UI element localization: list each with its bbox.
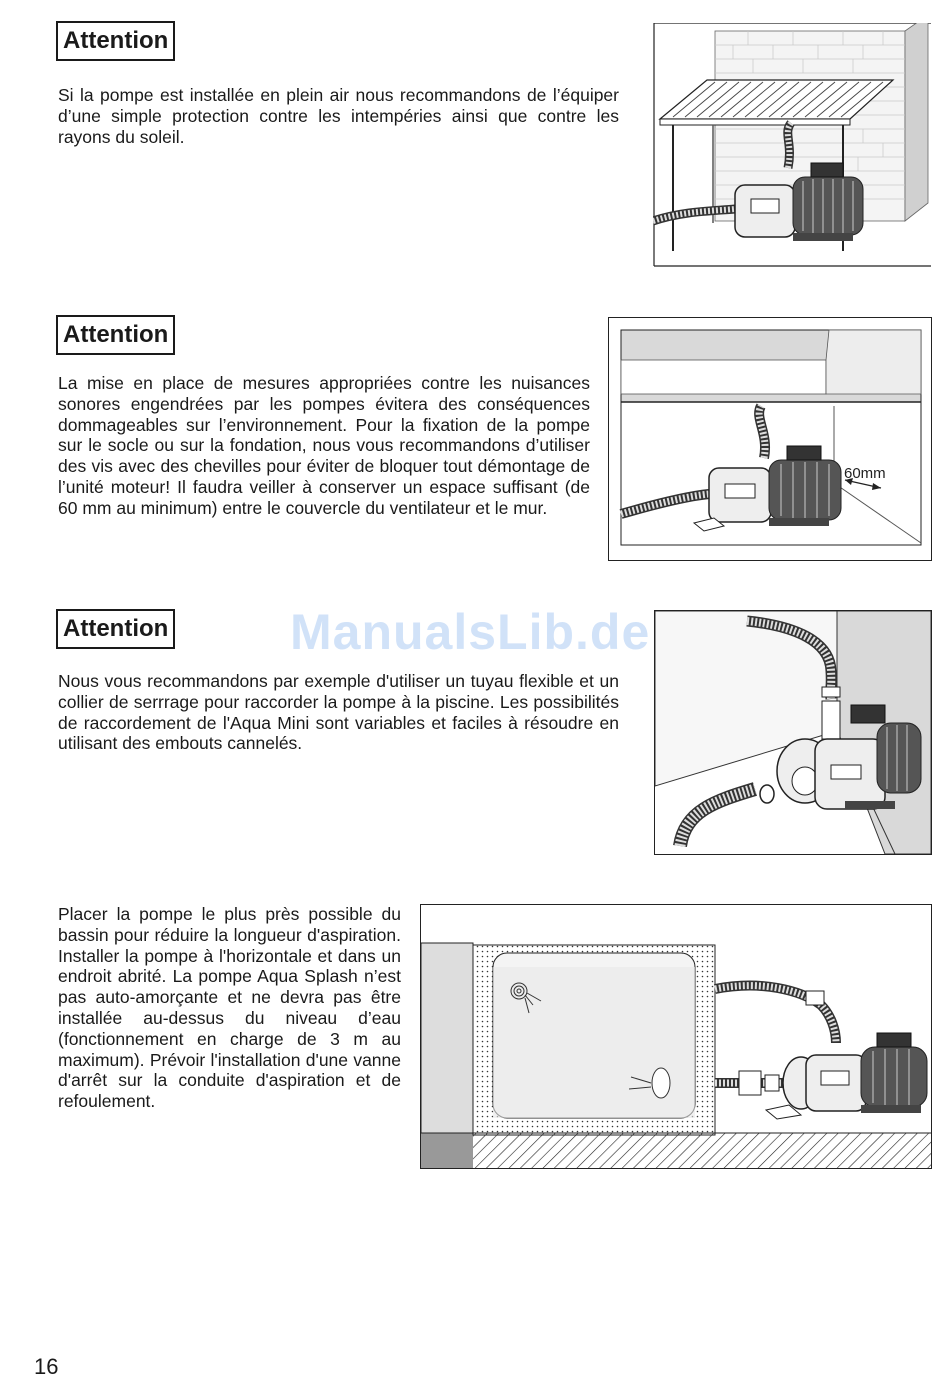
pump-icon: [783, 1033, 927, 1113]
attention-heading-2: Attention: [56, 315, 175, 355]
pump-wall-clearance-figure: [608, 317, 932, 561]
clearance-label: 60mm: [844, 465, 886, 482]
pump-hose-connection-figure: [654, 610, 932, 855]
section-4-text: Placer la pompe le plus près possible du bassin pour réduire la longueur d'aspiration. Installer la pompe à l'horizontale et dans un endroit abrité. La pompe Aqua Splash n’est pas auto-amorçante et ne devra pas être installée au-dessus du niveau d’eau (fonctionnement en charge de 3 m au maximum). Prévoir l'installation d'une vanne d'arrêt sur la conduite d'aspiration et de refoulement.: [58, 904, 401, 1112]
section-2-text: La mise en place de mesures appropriées contre les nuisances sonores engendrées par les pompes évitera des conséquences dommageables sur l’environnement. Pour la fixation de la pompe sur le socle ou sur la fondation, nous vous recommandons d’utiliser des vis avec des chevilles pour éviter de bloquer tout démontage de l’unité moteur! Il faudra veiller à conserver un espace suffisant (de 60 mm au minimum) entre le couvercle du ventilateur et le mur.: [58, 373, 590, 518]
pump-beside-pool-figure: [420, 904, 932, 1169]
shelter-roof-icon: [653, 23, 932, 267]
pump-under-shelter-figure: [653, 23, 932, 267]
watermark: ManualsLib.de: [290, 604, 651, 660]
page-number: 16: [34, 1354, 59, 1379]
attention-heading-3: Attention: [56, 609, 175, 649]
section-1-text: Si la pompe est installée en plein air nous recommandons de l’équiper d’une simple protection contre les intempéries ainsi que contre les rayons du soleil.: [58, 85, 619, 147]
pool-icon: [421, 905, 931, 1168]
section-3-text: Nous vous recommandons par exemple d'utiliser un tuyau flexible et un collier de serrrage pour raccorder la pompe à la piscine. Les possibilités de raccordement de l'Aqua Mini sont variables et faciles à résoudre en utilisant des embouts cannelés.: [58, 671, 619, 754]
attention-heading-1: Attention: [56, 21, 175, 61]
